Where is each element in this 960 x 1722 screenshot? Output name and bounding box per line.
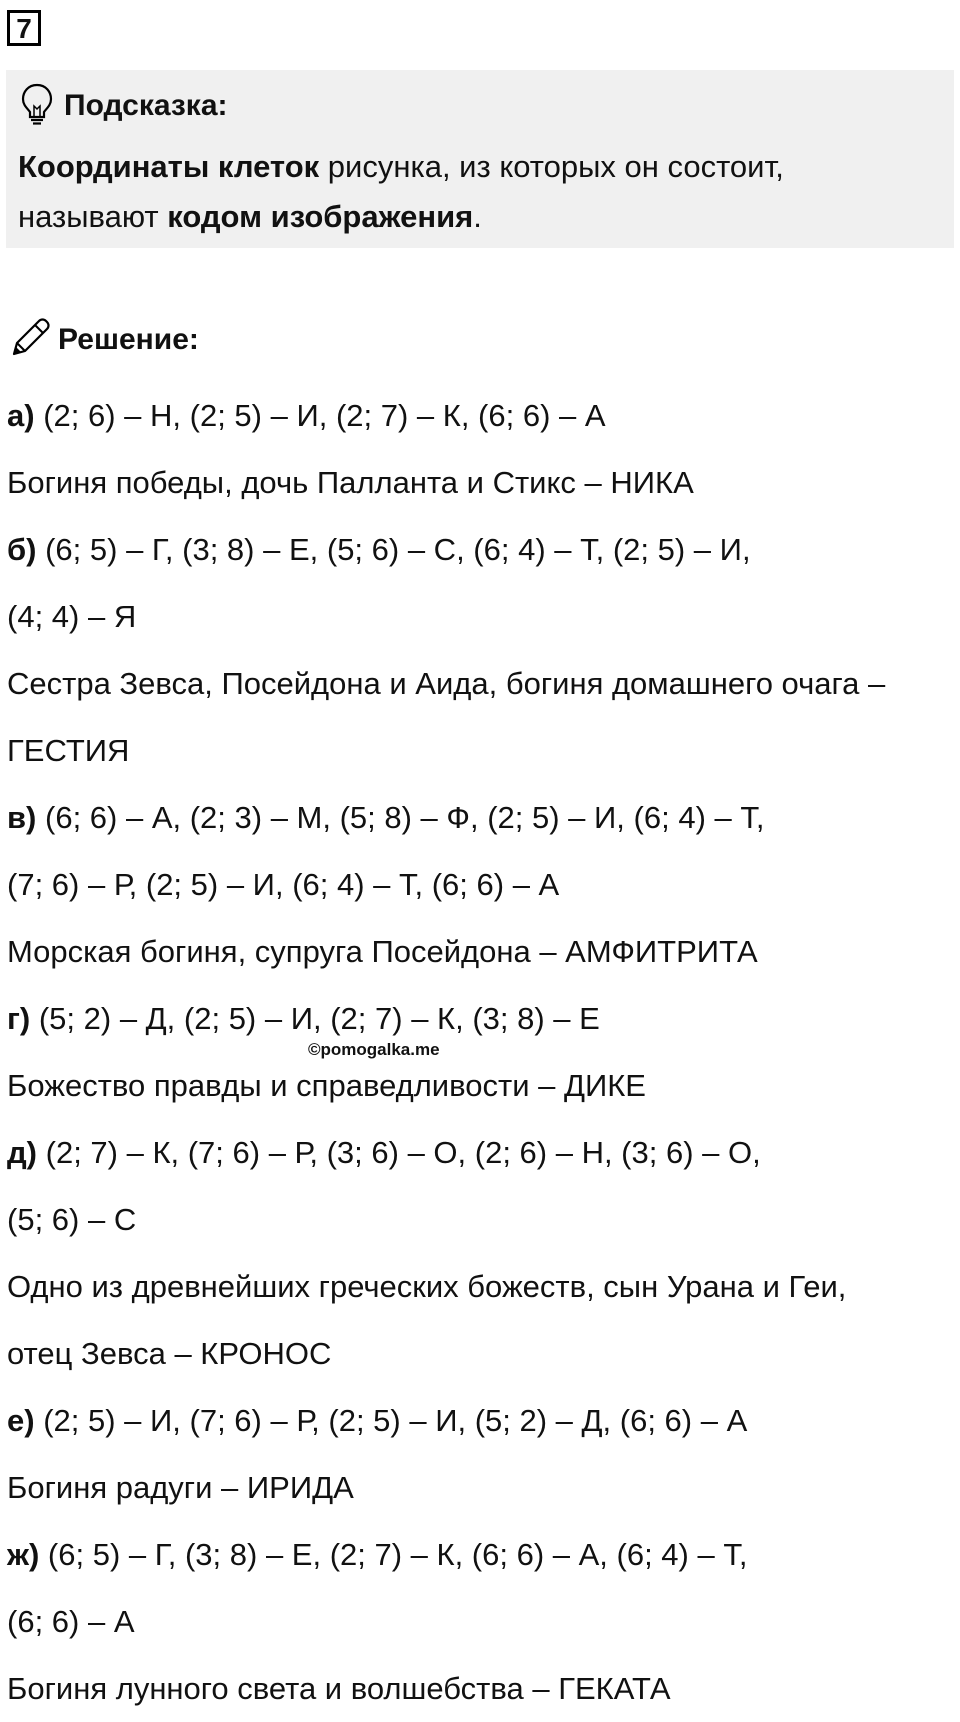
line-text: (4; 4) – Я <box>7 599 137 634</box>
solution-line <box>7 918 952 985</box>
line-text: Божество правды и справедливости – ДИКЕ <box>7 1068 646 1103</box>
line-text: (7; 6) – Р, (2; 5) – И, (6; 4) – Т, (6; 6) – А <box>7 867 560 902</box>
hint-box <box>6 70 954 248</box>
solution-lines <box>7 382 952 1722</box>
solution-line <box>7 1052 952 1119</box>
solution-line <box>7 1119 952 1186</box>
solution-line <box>7 851 952 918</box>
hint-text-part-3: . <box>473 199 482 234</box>
line-text: (2; 7) – К, (7; 6) – Р, (3; 6) – О, (2; 6) – Н, (3; 6) – О, <box>37 1135 761 1170</box>
watermark: ©pomogalka.me <box>308 1040 440 1059</box>
solution-line <box>7 1186 952 1253</box>
solution-line <box>7 516 952 583</box>
solution-line <box>7 1521 952 1588</box>
solution-header <box>8 316 199 364</box>
pencil-icon <box>8 316 52 365</box>
line-text: ГЕСТИЯ <box>7 733 130 768</box>
line-text: Одно из древнейших греческих божеств, сын Урана и Геи, <box>7 1269 847 1304</box>
hint-header <box>20 82 228 130</box>
line-text: (5; 2) – Д, (2; 5) – И, (2; 7) – К, (3; 8) – Е <box>30 1001 600 1036</box>
hint-text-part-2: называют <box>18 199 168 234</box>
line-text: отец Зевса – КРОНОС <box>7 1336 332 1371</box>
item-label-zh: ж) <box>7 1537 40 1572</box>
hint-text <box>18 142 938 242</box>
line-text: (2; 6) – Н, (2; 5) – И, (2; 7) – К, (6; 6) – А <box>34 398 606 433</box>
line-text: Богиня радуги – ИРИДА <box>7 1470 354 1505</box>
line-text: Морская богиня, супруга Посейдона – АМФИТРИТА <box>7 934 758 969</box>
hint-bold-term-2: кодом изображения <box>167 199 474 234</box>
solution-line <box>7 1454 952 1521</box>
solution-line <box>7 583 952 650</box>
line-text: (6; 6) – А, (2; 3) – М, (5; 8) – Ф, (2; 5) – И, (6; 4) – Т, <box>36 800 765 835</box>
item-label-v: в) <box>7 800 37 835</box>
solution-line <box>7 650 952 717</box>
line-text: (5; 6) – С <box>7 1202 137 1237</box>
hint-title: Подсказка: <box>64 89 228 122</box>
item-label-g: г) <box>7 1001 31 1036</box>
item-label-b: б) <box>7 532 37 567</box>
line-text: (6; 5) – Г, (3; 8) – Е, (5; 6) – С, (6; 4) – Т, (2; 5) – И, <box>36 532 751 567</box>
solution-line <box>7 1655 952 1722</box>
line-text: (2; 5) – И, (7; 6) – Р, (2; 5) – И, (5; 2) – Д, (6; 6) – А <box>34 1403 748 1438</box>
solution-line <box>7 1387 952 1454</box>
lightbulb-icon <box>20 82 54 131</box>
solution-line <box>7 985 952 1052</box>
solution-line <box>7 1588 952 1655</box>
line-text: Богиня победы, дочь Палланта и Стикс – НИКА <box>7 465 694 500</box>
line-text: (6; 5) – Г, (3; 8) – Е, (2; 7) – К, (6; 6) – А, (6; 4) – Т, <box>39 1537 748 1572</box>
solution-line <box>7 382 952 449</box>
line-text: (6; 6) – А <box>7 1604 135 1639</box>
solution-line <box>7 717 952 784</box>
hint-bold-term-1: Координаты клеток <box>18 149 320 184</box>
line-text: Богиня лунного света и волшебства – ГЕКАТА <box>7 1671 671 1706</box>
line-text: Сестра Зевса, Посейдона и Аида, богиня домашнего очага – <box>7 666 886 701</box>
solution-line <box>7 1253 952 1320</box>
solution-line <box>7 784 952 851</box>
task-number-box: 7 <box>7 10 41 46</box>
item-label-a: а) <box>7 398 35 433</box>
item-label-d: д) <box>7 1135 38 1170</box>
solution-line <box>7 449 952 516</box>
hint-text-part-1: рисунка, из которых он состоит, <box>319 149 784 184</box>
item-label-e: е) <box>7 1403 35 1438</box>
solution-line <box>7 1320 952 1387</box>
solution-title: Решение: <box>58 323 199 356</box>
